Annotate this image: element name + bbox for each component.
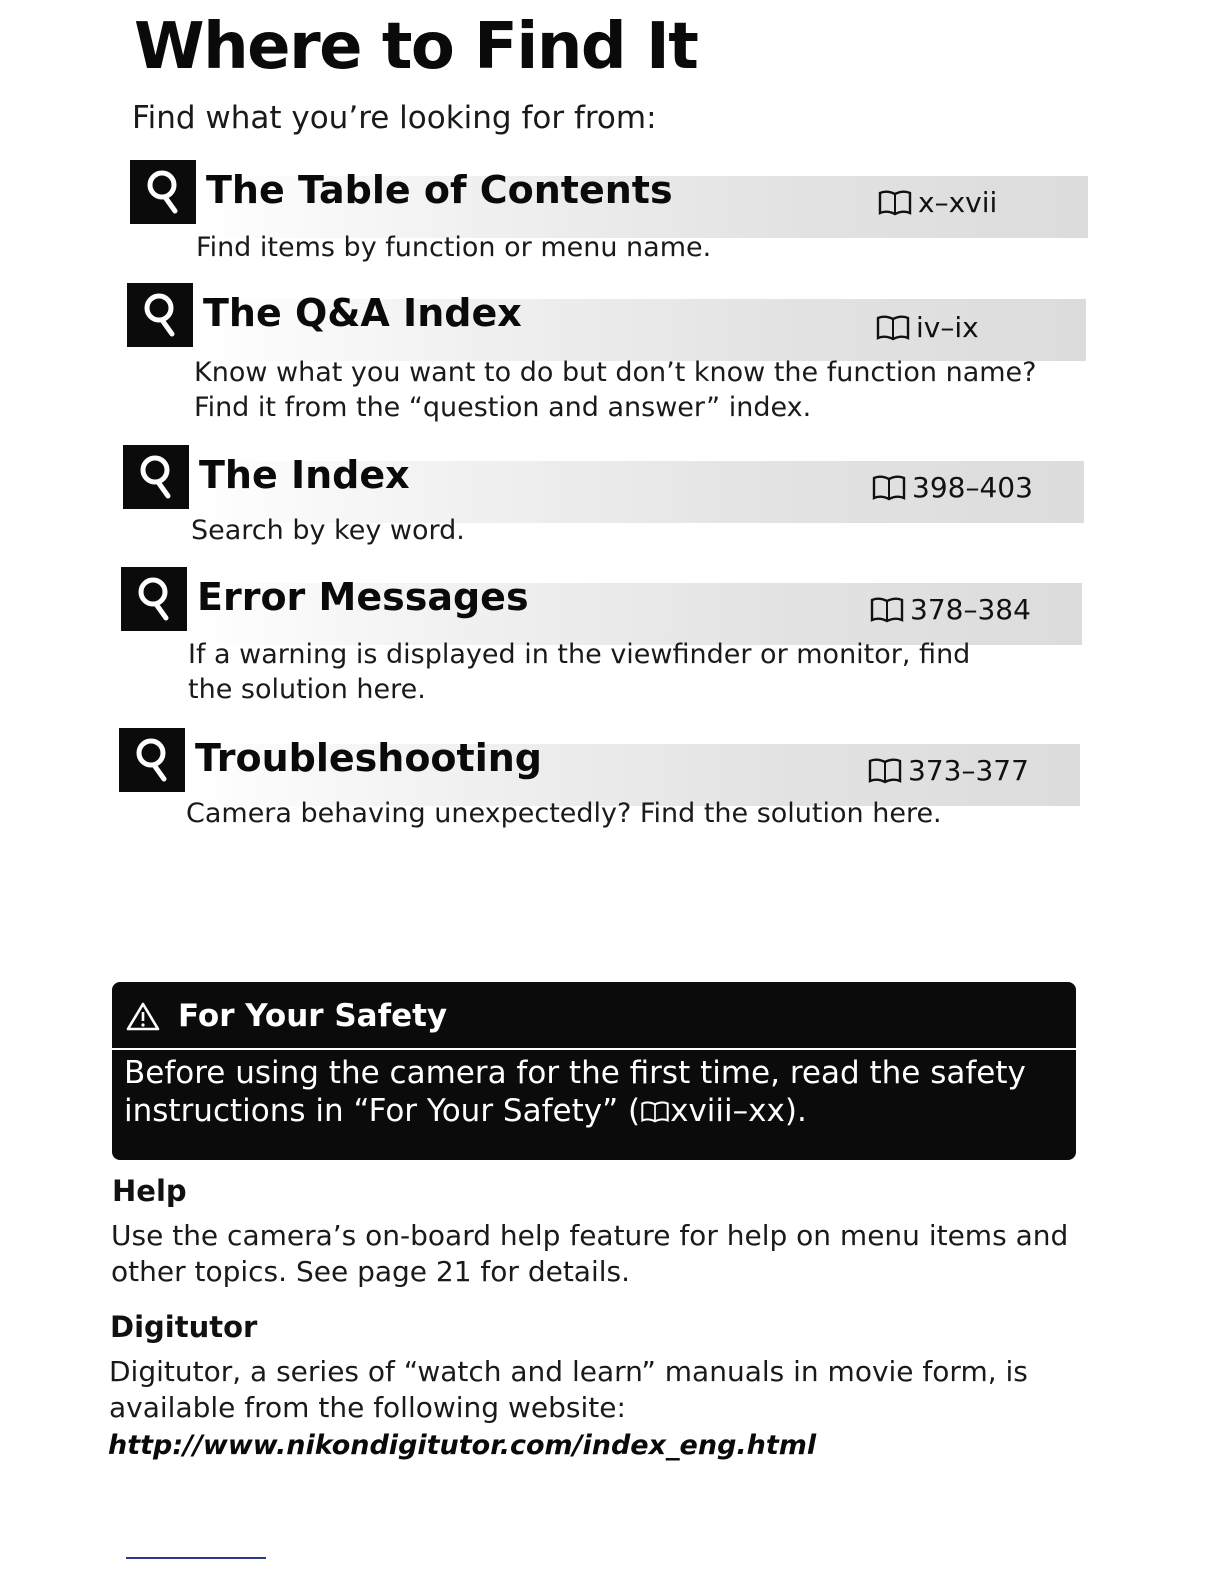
safety-divider bbox=[112, 1048, 1076, 1050]
page-reference[interactable] bbox=[868, 754, 1029, 787]
help-text: Use the camera’s on-board help feature for help on menu items and other topics. See page 21 for details. bbox=[111, 1219, 1069, 1288]
entry-title: Troubleshooting bbox=[195, 736, 542, 780]
page-reference[interactable] bbox=[872, 471, 1033, 504]
book-icon bbox=[640, 1101, 670, 1123]
book-icon bbox=[878, 190, 912, 216]
entry-title: The Q&A Index bbox=[203, 291, 522, 335]
entry-description: Search by key word. bbox=[191, 515, 465, 546]
safety-text bbox=[124, 1054, 1044, 1130]
safety-header bbox=[126, 990, 447, 1042]
footer-divider bbox=[126, 1557, 266, 1559]
book-icon bbox=[870, 597, 904, 623]
digitutor-link[interactable]: http://www.nikondigitutor.com/index_eng.html bbox=[108, 1430, 817, 1461]
page-range: 398–403 bbox=[912, 471, 1033, 504]
magnifier-icon bbox=[121, 567, 187, 631]
magnifier-icon bbox=[130, 160, 196, 224]
page-range: iv–ix bbox=[916, 311, 979, 344]
book-icon bbox=[868, 758, 902, 784]
warning-triangle-icon bbox=[126, 1001, 160, 1031]
entry-title: The Table of Contents bbox=[206, 168, 673, 212]
digitutor-text: Digitutor, a series of “watch and learn” manuals in movie form, is available from the following website: bbox=[109, 1355, 1028, 1424]
entry-description: Know what you want to do but don’t know the function name? Find it from the “question and answer” index. bbox=[194, 357, 1037, 423]
entry-title: The Index bbox=[199, 453, 410, 497]
entry-description: Find items by function or menu name. bbox=[196, 232, 712, 263]
magnifier-icon bbox=[127, 283, 193, 347]
magnifier-icon bbox=[119, 728, 185, 792]
safety-text-after: ). bbox=[784, 1093, 807, 1129]
safety-title: For Your Safety bbox=[178, 998, 448, 1034]
entry-description: Camera behaving unexpectedly? Find the solution here. bbox=[186, 798, 942, 829]
page-reference[interactable] bbox=[870, 593, 1031, 626]
intro-text: Find what you’re looking for from: bbox=[132, 100, 657, 136]
page-range: x–xvii bbox=[918, 186, 998, 219]
help-heading: Help bbox=[112, 1174, 187, 1208]
safety-notice bbox=[112, 982, 1076, 1160]
page-reference[interactable] bbox=[878, 186, 997, 219]
safety-page-range[interactable]: xviii–xx bbox=[670, 1093, 785, 1129]
digitutor-heading: Digitutor bbox=[110, 1310, 258, 1344]
entry-description: If a warning is displayed in the viewfinder or monitor, find the solution here. bbox=[188, 639, 971, 705]
page-range: 373–377 bbox=[908, 754, 1029, 787]
book-icon bbox=[876, 315, 910, 341]
magnifier-icon bbox=[123, 445, 189, 509]
page-reference[interactable] bbox=[876, 311, 979, 344]
page-range: 378–384 bbox=[910, 593, 1031, 626]
entry-title: Error Messages bbox=[197, 575, 529, 619]
page-title: Where to Find It bbox=[134, 10, 698, 84]
safety-text-before: Before using the camera for the first time, read the safety instructions in “For Your Safety” ( bbox=[124, 1055, 1026, 1129]
book-icon bbox=[872, 475, 906, 501]
